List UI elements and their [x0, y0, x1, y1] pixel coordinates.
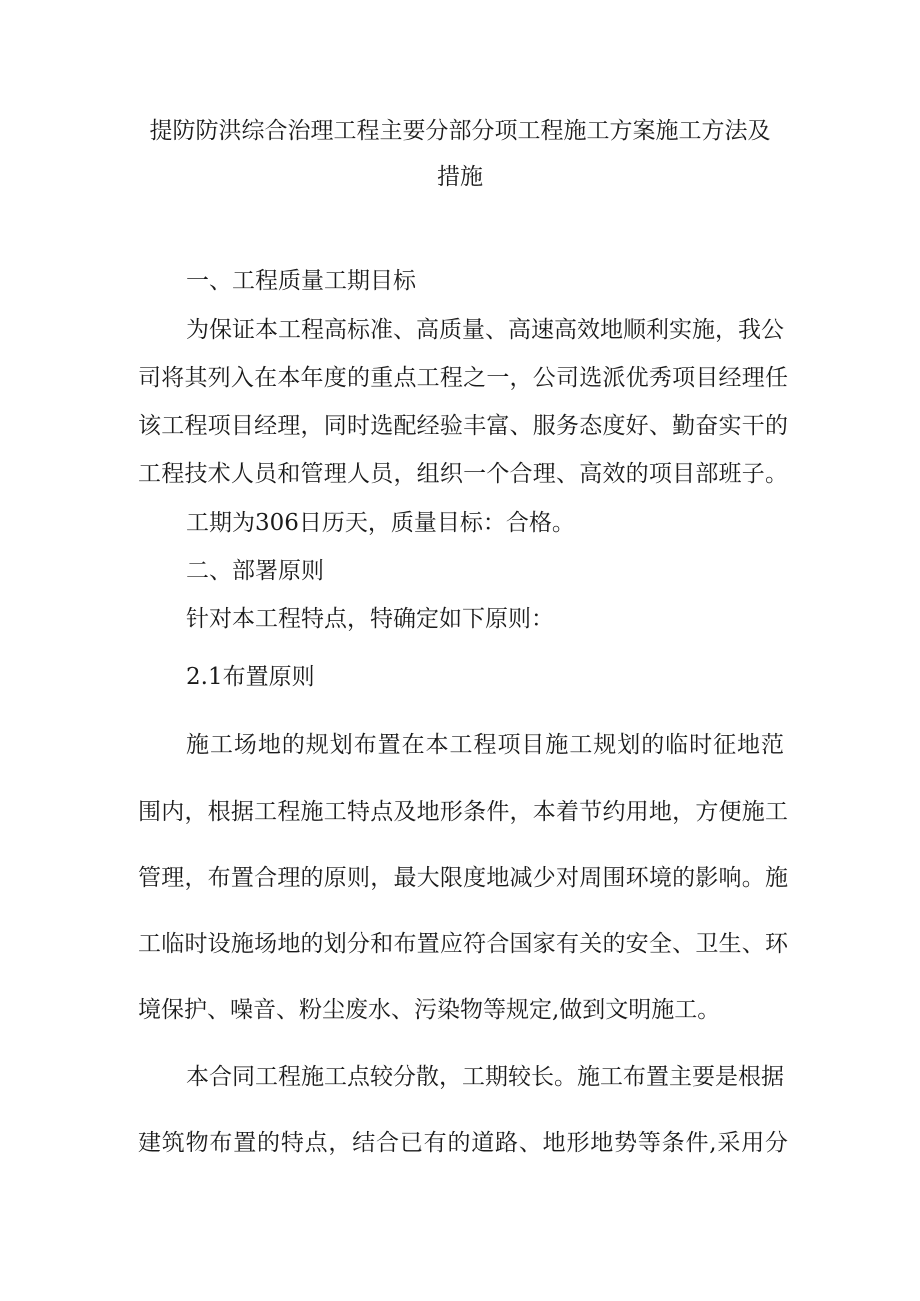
title-line-1: 提防防洪综合治理工程主要分部分项工程施工方案施工方法及 [149, 118, 771, 144]
paragraph-1-line-4: 工程技术人员和管理人员，组织一个合理、高效的项目部班子。 [138, 461, 788, 487]
section-heading-2: 二、部署原则 [186, 558, 324, 584]
paragraph-2-line-3: 管理，布置合理的原则，最大限度地减少对周围环境的影响。施 [138, 865, 788, 891]
document-title [120, 108, 800, 200]
schedule-line: 工期为306日历天，质量目标：合格。 [186, 510, 575, 536]
paragraph-2-line-2: 围内，根据工程施工特点及地形条件，本着节约用地，方便施工 [138, 799, 788, 825]
paragraph-1-line-2: 司将其列入在本年度的重点工程之一，公司选派优秀项目经理任 [138, 365, 788, 391]
paragraph-2-line-4: 工临时设施场地的划分和布置应符合国家有关的安全、卫生、环 [138, 931, 788, 957]
paragraph-1-line-3: 该工程项目经理，同时选配经验丰富、服务态度好、勤奋实干的 [138, 413, 788, 439]
subsection-heading-2-1: 2.1布置原则 [186, 664, 315, 690]
paragraph-1-line-1: 为保证本工程高标准、高质量、高速高效地顺利实施，我公 [186, 317, 784, 343]
section-heading-1: 一、工程质量工期目标 [186, 268, 416, 294]
paragraph-3-line-2: 建筑物布置的特点，结合已有的道路、地形地势等条件,采用分 [138, 1130, 788, 1156]
title-line-2: 措施 [437, 164, 483, 190]
paragraph-2-line-1: 施工场地的规划布置在本工程项目施工规划的临时征地范 [186, 732, 784, 758]
principles-intro: 针对本工程特点，特确定如下原则： [186, 606, 554, 632]
paragraph-3-line-1: 本合同工程施工点较分散，工期较长。施工布置主要是根据 [186, 1064, 784, 1090]
paragraph-2-line-5: 境保护、噪音、粉尘废水、污染物等规定,做到文明施工。 [138, 997, 721, 1023]
